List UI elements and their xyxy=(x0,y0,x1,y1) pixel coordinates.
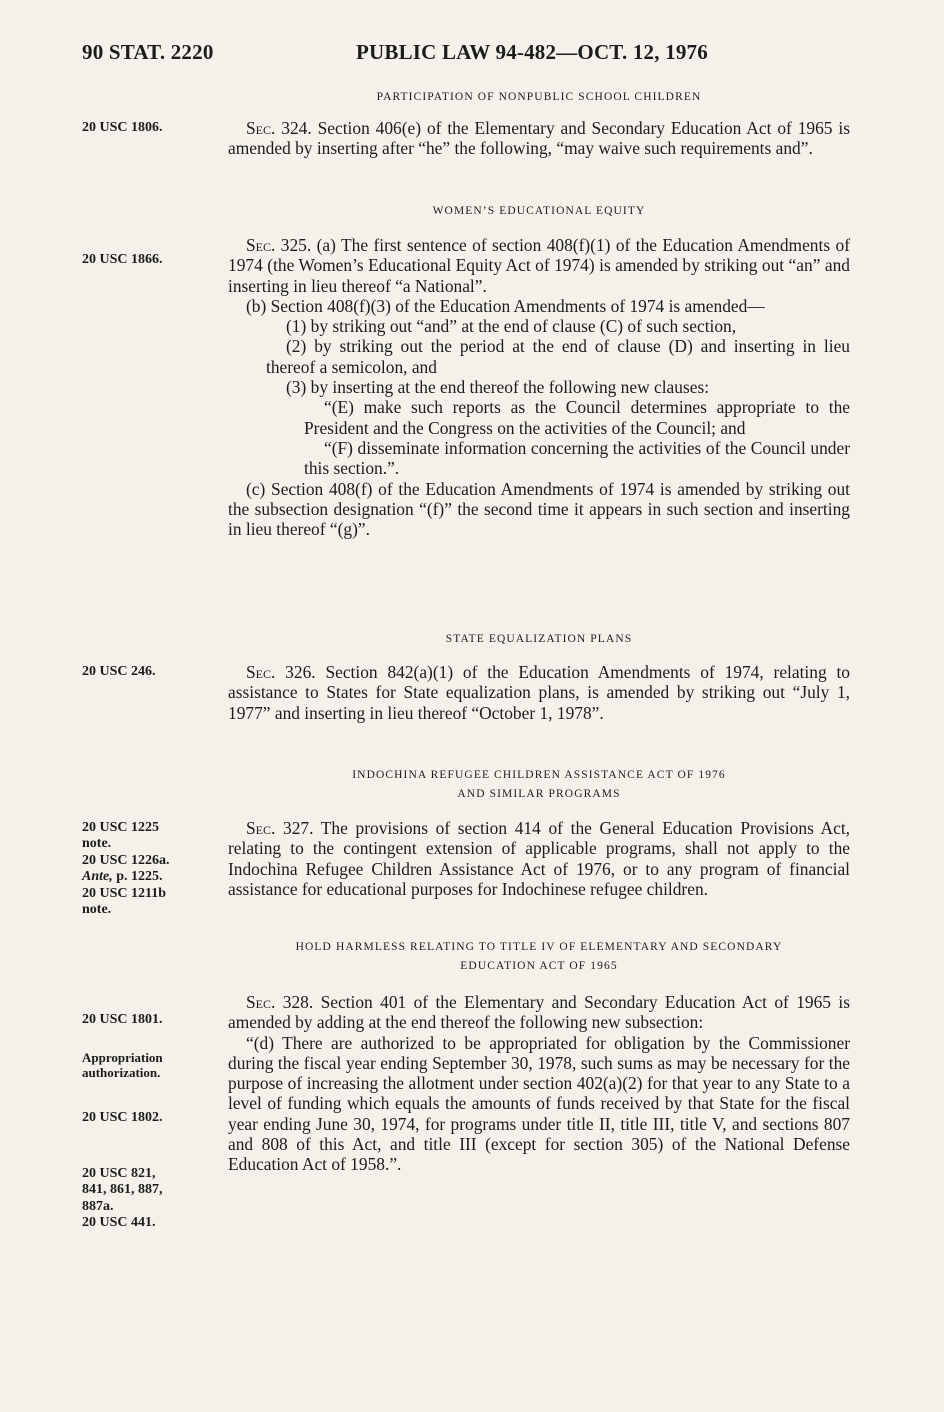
margin-note-20-usc-1801: 20 USC 1801. xyxy=(82,1012,163,1027)
section-325-new-clause-f: “(F) disseminate information concerning the activities of the Council under this section.”. xyxy=(304,437,850,479)
margin-note-20-usc-1211b: 20 USC 1211b xyxy=(82,885,167,901)
section-325-paragraph-c: (c) Section 408(f) of the Education Amendments of 1974 is amended by striking out the subsection designation “(f)” the second time it appears in such section and inserting in lieu thereof “(g)”. xyxy=(228,478,850,540)
section-325-clause-1: (1) by striking out “and” at the end of clause (C) of such section, xyxy=(286,316,737,337)
margin-notes-section-328-citations: 20 USC 821, 841, 861, 887, 887a. 20 USC 441. xyxy=(82,1166,163,1231)
heading-womens-educational-equity: WOMEN’S EDUCATIONAL EQUITY xyxy=(432,205,646,217)
margin-note-20-usc-1866: 20 USC 1866. xyxy=(82,252,163,267)
section-327-body xyxy=(228,818,850,899)
heading-hold-harmless-title-iv: HOLD HARMLESS RELATING TO TITLE IV OF ELEMENTARY AND SECONDARY EDUCATION ACT OF 1965 xyxy=(295,941,783,972)
section-325-paragraph-b: (b) Section 408(f)(3) of the Education Amendments of 1974 is amended— xyxy=(246,295,765,316)
section-325-paragraph-a: Sec. 325. (a) The first sentence of section 408(f)(1) of the Education Amendments of 1974 (the Women’s Educational Equity Act of 1974) is amended by striking out “an” and inserting in lieu thereof “a National”. xyxy=(228,235,850,296)
public-law-title: PUBLIC LAW 94-482—OCT. 12, 1976 xyxy=(356,40,708,64)
section-327-paragraph: Sec. 327. The provisions of section 414 of the General Education Provisions Act, relating to the contingent extension of applicable programs, shall not apply to the Indochina Refugee Children Assistance Act of 1976, or to any program of financial assistance for educational purposes for Indochinese refugee children. xyxy=(228,818,850,899)
section-326-body xyxy=(228,662,850,723)
heading-state-equalization-plans: STATE EQUALIZATION PLANS xyxy=(445,633,633,645)
section-328-paragraph: Sec. 328. Section 401 of the Elementary and Secondary Education Act of 1965 is amended by adding at the end thereof the following new subsection: xyxy=(228,992,850,1033)
heading-nonpublic-school-children: PARTICIPATION OF NONPUBLIC SCHOOL CHILDREN xyxy=(376,91,702,103)
section-324-body xyxy=(228,118,850,159)
section-328-body xyxy=(228,992,850,1175)
margin-note-20-usc-1806: 20 USC 1806. xyxy=(82,120,163,135)
margin-note-appropriation-authorization: Appropriation authorization. xyxy=(82,1050,163,1080)
margin-note-20-usc-1225: 20 USC 1225 xyxy=(82,820,160,835)
margin-notes-section-327: 20 USC 1225 note. 20 USC 1226a. Ante, p. 1225. 20 USC 1211b note. xyxy=(82,820,212,918)
stat-page-number: 90 STAT. 2220 xyxy=(82,40,214,64)
section-325-clause-3: (3) by inserting at the end thereof the following new clauses: xyxy=(286,377,710,398)
section-326-paragraph: Sec. 326. Section 842(a)(1) of the Education Amendments of 1974, relating to assistance to States for State equalization plans, is amended by striking out “July 1, 1977” and inserting in lieu thereof “October 1, 1978”. xyxy=(228,662,850,723)
section-324-paragraph: Sec. 324. Section 406(e) of the Elementary and Secondary Education Act of 1965 is amended by inserting after “he” the following, “may waive such requirements and”. xyxy=(228,118,850,159)
section-325-new-clause-e: “(E) make such reports as the Council determines appropriate to the President and the Congress on the activities of the Council; and xyxy=(304,397,850,438)
margin-note-20-usc-246: 20 USC 246. xyxy=(82,664,156,679)
section-328-new-subsection-d: “(d) There are authorized to be appropriated for obligation by the Commissioner during the fiscal year ending September 30, 1978, such sums as may be necessary for the purpose of increasing the allotment under section 402(a)(2) for that year to any State to a level of funding which equals the amounts of funds received by that State for the fiscal year ending June 30, 1974, for programs under title II, title III, title V, and sections 807 and 808 of this Act, and title III (except for section 305) of the National Defense Education Act of 1958.”. xyxy=(228,1032,850,1175)
section-325-body xyxy=(228,235,850,539)
sec-label: Sec. xyxy=(246,992,276,1012)
margin-note-20-usc-1226a: 20 USC 1226a. xyxy=(82,852,170,868)
sec-label: Sec. xyxy=(246,235,276,255)
margin-note-ante: Ante, p. 1225. xyxy=(82,869,163,885)
section-325-clause-2: (2) by striking out the period at the end of clause (D) and inserting in lieu thereof a semicolon, and xyxy=(266,336,850,377)
sec-label: Sec. xyxy=(246,662,276,682)
heading-indochina-refugee-children: INDOCHINA REFUGEE CHILDREN ASSISTANCE ACT OF 1976 AND SIMILAR PROGRAMS xyxy=(352,769,726,800)
sec-label: Sec. xyxy=(246,118,276,138)
margin-note-20-usc-1802: 20 USC 1802. xyxy=(82,1110,163,1125)
sec-label: Sec. xyxy=(246,818,276,838)
